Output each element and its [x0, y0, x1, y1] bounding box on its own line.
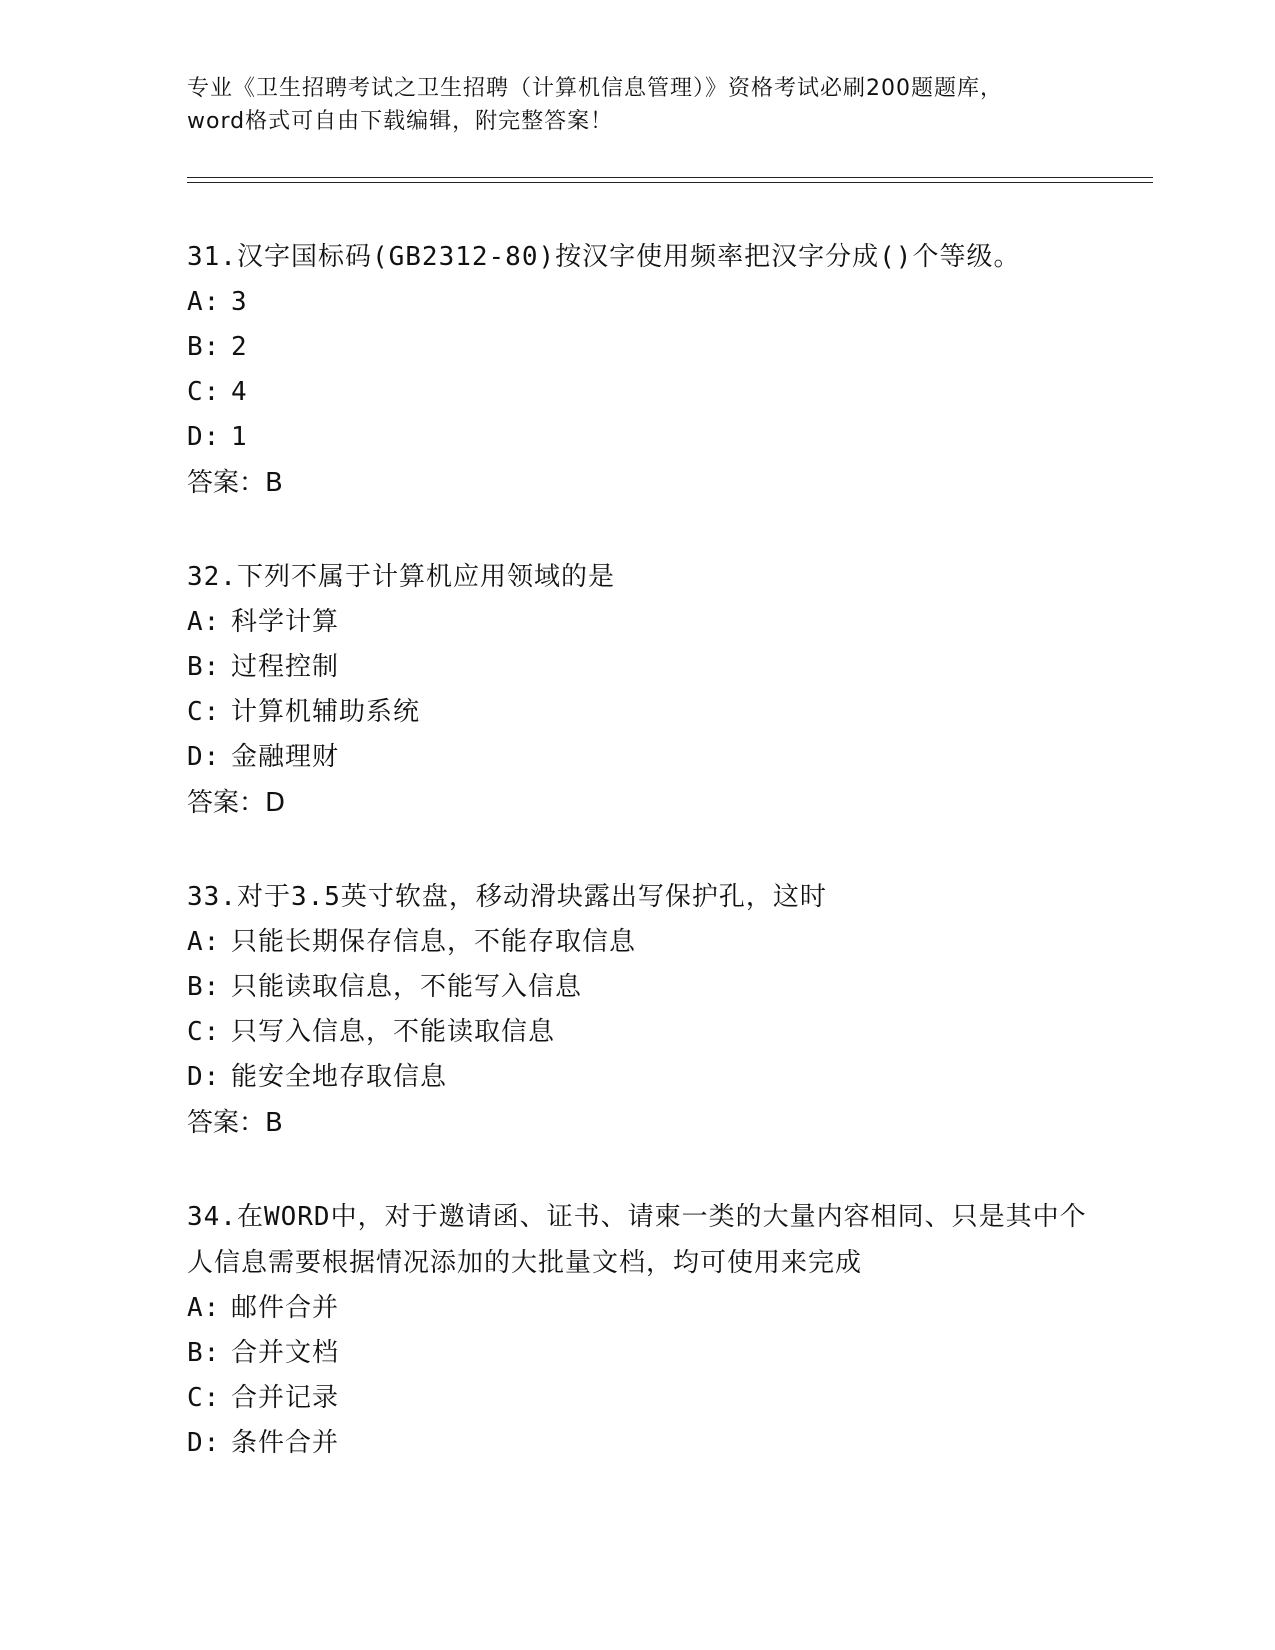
option-letter: C: — [187, 1017, 221, 1047]
option-text: 3 — [231, 287, 248, 317]
option-c — [187, 690, 1107, 735]
option-a — [187, 600, 1107, 645]
answer-text: 答案：B — [187, 1108, 283, 1138]
header-divider-top — [187, 177, 1153, 178]
option-text: 科学计算 — [231, 607, 340, 637]
answer-text: 答案：B — [187, 468, 283, 498]
question-33 — [187, 874, 1107, 1146]
option-letter: D: — [187, 1062, 221, 1092]
option-text: 能安全地存取信息 — [231, 1062, 448, 1092]
option-letter: D: — [187, 1428, 221, 1458]
option-b — [187, 1331, 1107, 1376]
option-c — [187, 1376, 1107, 1421]
question-text: 32.下列不属于计算机应用领域的是 — [187, 562, 615, 592]
option-text: 条件合并 — [231, 1428, 340, 1458]
document-header — [187, 72, 1087, 138]
option-letter: D: — [187, 742, 221, 772]
option-letter: C: — [187, 697, 221, 727]
option-text: 过程控制 — [231, 652, 340, 682]
option-letter: B: — [187, 1338, 221, 1368]
option-b — [187, 325, 1107, 370]
question-32 — [187, 554, 1107, 826]
option-text: 合并记录 — [231, 1383, 340, 1413]
option-a — [187, 280, 1107, 325]
option-text: 邮件合并 — [231, 1293, 340, 1323]
option-d — [187, 415, 1107, 460]
option-text: 合并文档 — [231, 1338, 340, 1368]
option-text: 4 — [231, 377, 248, 407]
option-a — [187, 920, 1107, 965]
option-text: 计算机辅助系统 — [231, 697, 421, 727]
option-text: 2 — [231, 332, 248, 362]
option-a — [187, 1286, 1107, 1331]
option-letter: A: — [187, 287, 221, 317]
option-text: 金融理财 — [231, 742, 340, 772]
option-c — [187, 370, 1107, 415]
question-31 — [187, 234, 1107, 506]
answer-text: 答案：D — [187, 788, 286, 818]
option-text: 只能长期保存信息，不能存取信息 — [231, 927, 637, 957]
question-list — [187, 234, 1107, 1514]
option-c — [187, 1010, 1107, 1055]
option-d — [187, 1421, 1107, 1466]
option-b — [187, 645, 1107, 690]
option-d — [187, 1055, 1107, 1100]
header-divider-bottom — [187, 182, 1153, 183]
option-b — [187, 965, 1107, 1010]
question-34 — [187, 1194, 1107, 1466]
option-letter: C: — [187, 377, 221, 407]
option-letter: A: — [187, 927, 221, 957]
option-d — [187, 735, 1107, 780]
option-text: 只能读取信息，不能写入信息 — [231, 972, 583, 1002]
question-text: 34.在WORD中，对于邀请函、证书、请柬一类的大量内容相同、只是其中个人信息需要根据情况添加的大批量文档，均可使用来完成 — [187, 1202, 1087, 1278]
option-text: 只写入信息，不能读取信息 — [231, 1017, 556, 1047]
option-letter: D: — [187, 422, 221, 452]
option-letter: B: — [187, 652, 221, 682]
header-line-1: 专业《卫生招聘考试之卫生招聘（计算机信息管理）》资格考试必刷200题题库， — [187, 76, 1003, 101]
option-letter: C: — [187, 1383, 221, 1413]
question-text: 33.对于3.5英寸软盘，移动滑块露出写保护孔，这时 — [187, 882, 827, 912]
option-text: 1 — [231, 422, 248, 452]
option-letter: A: — [187, 607, 221, 637]
question-text: 31.汉字国标码(GB2312-80)按汉字使用频率把汉字分成()个等级。 — [187, 242, 1021, 272]
option-letter: B: — [187, 972, 221, 1002]
option-letter: B: — [187, 332, 221, 362]
option-letter: A: — [187, 1293, 221, 1323]
header-line-2: word格式可自由下载编辑，附完整答案！ — [187, 109, 614, 134]
